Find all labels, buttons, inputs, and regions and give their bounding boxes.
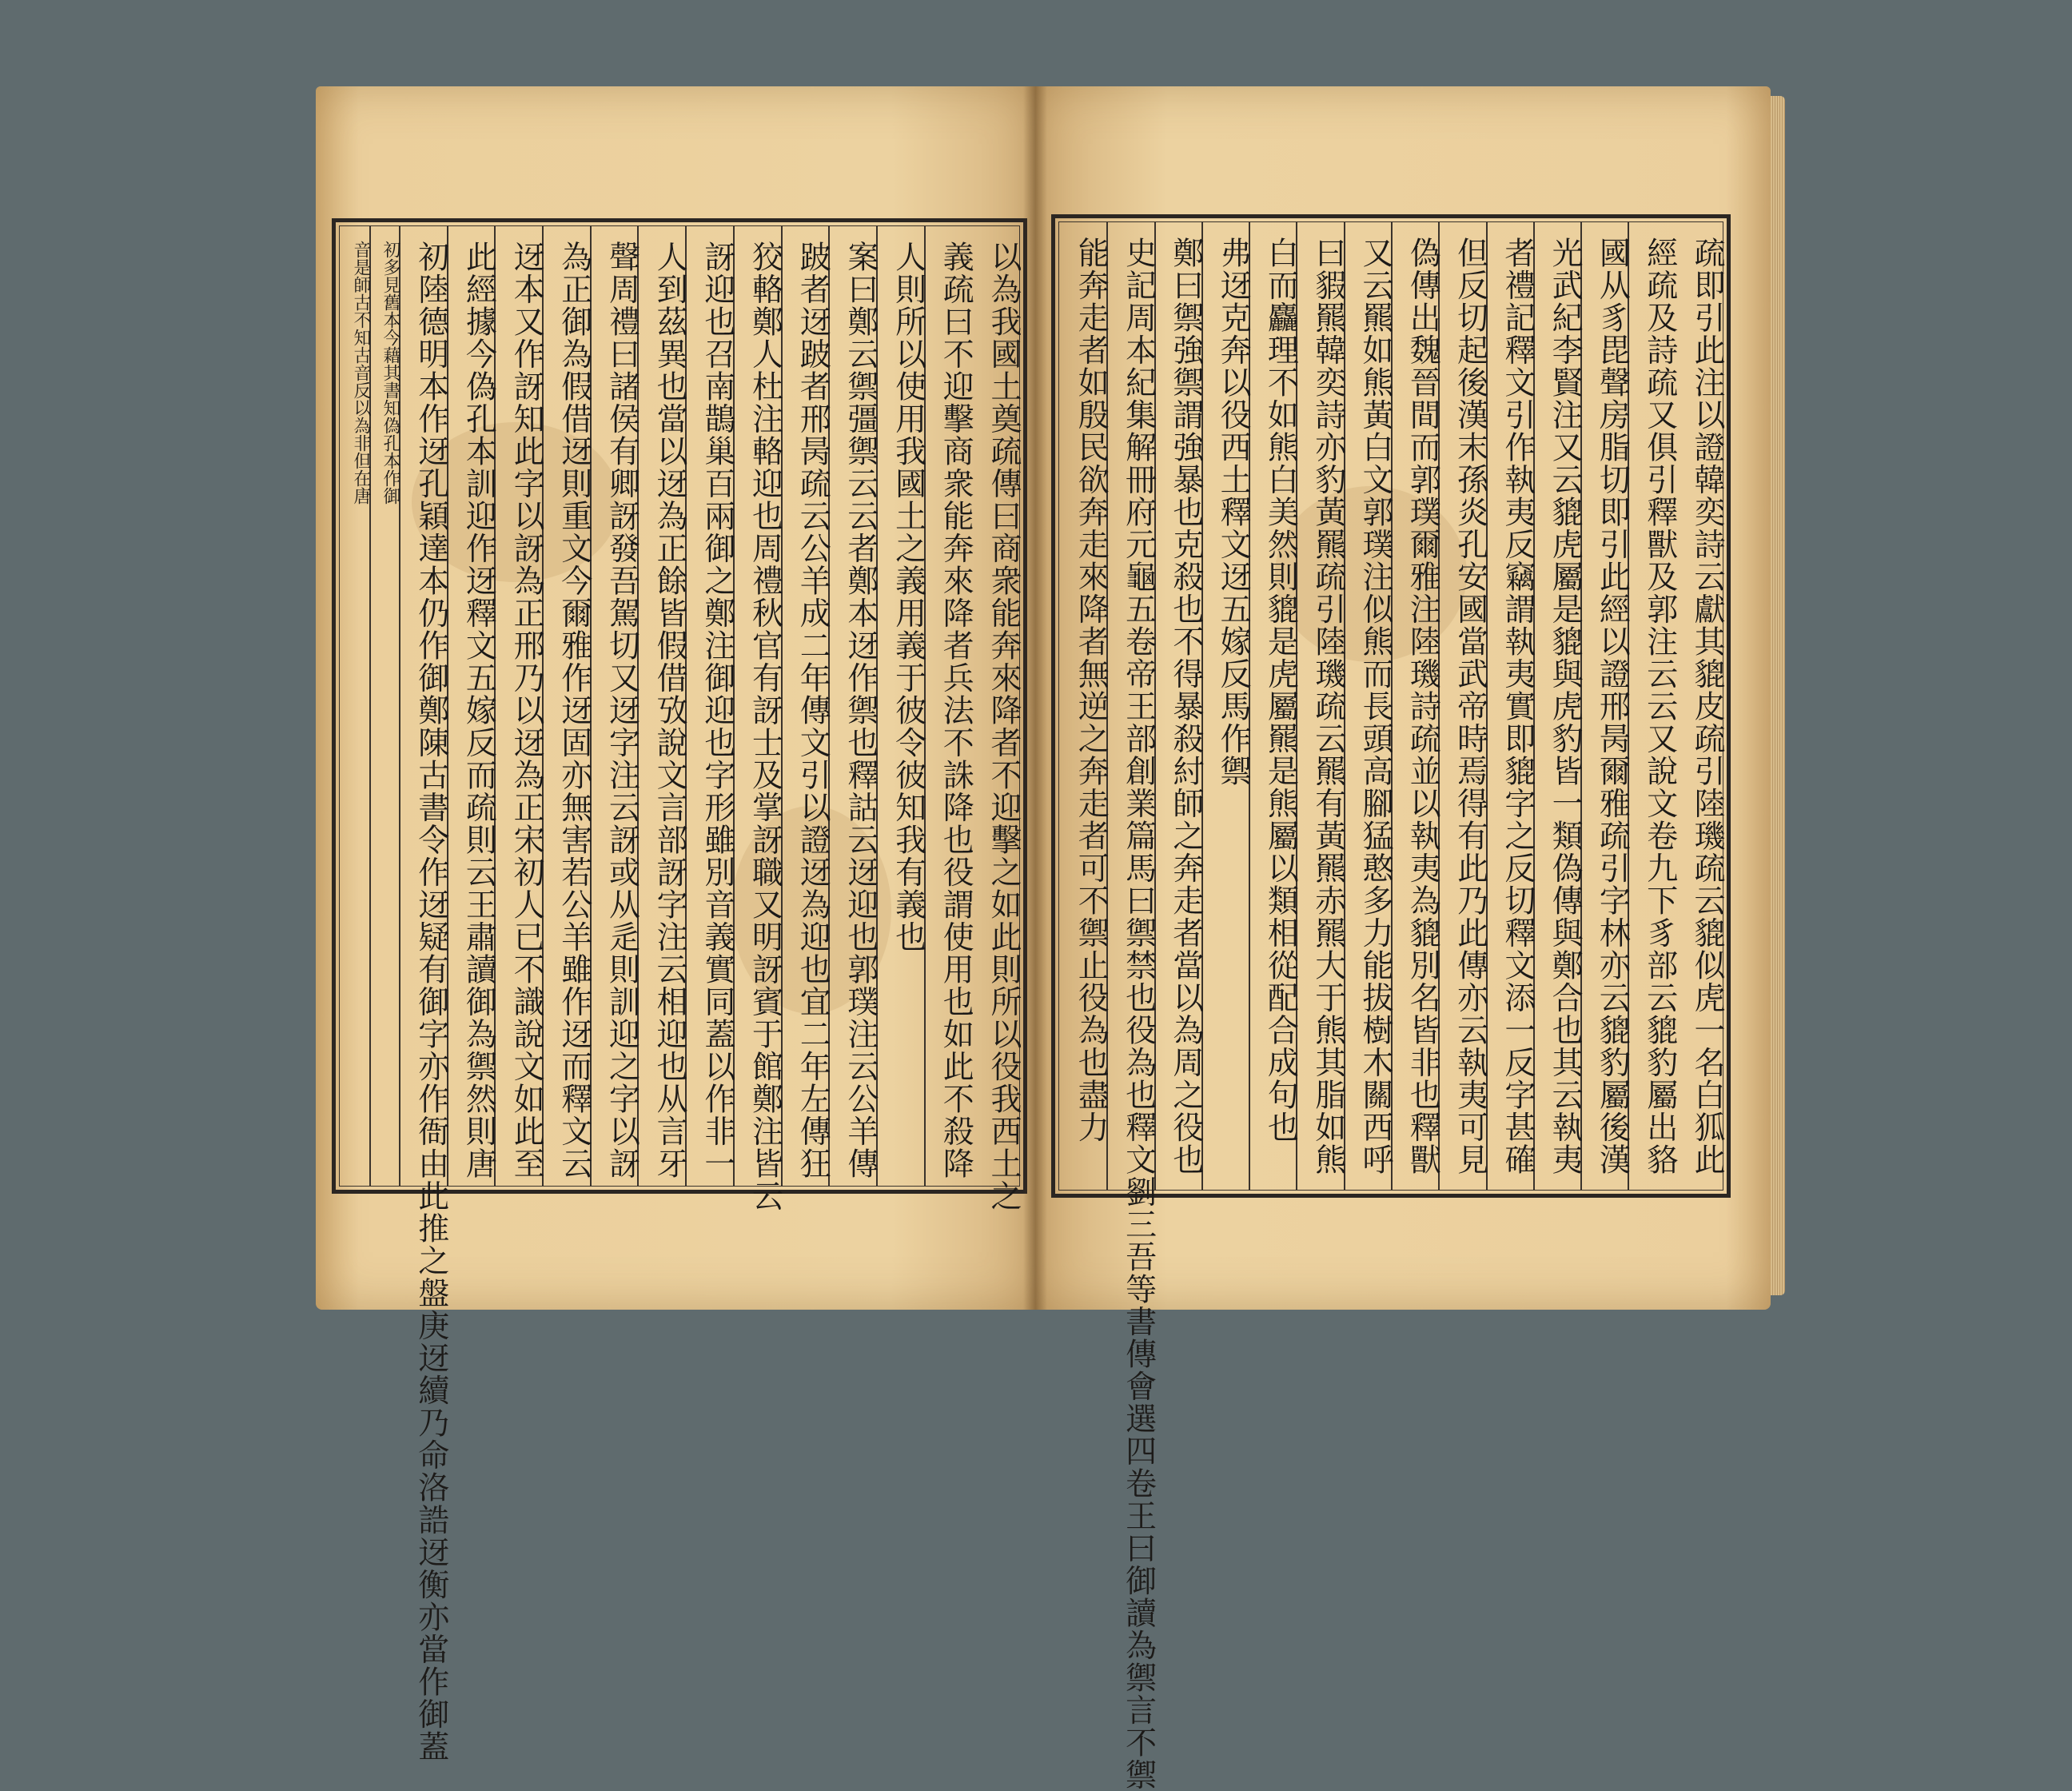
column-text: 聲周禮曰諸侯有卿訝發吾駕切又迓字注云訝或从辵則訓迎之字以訝 [604,241,640,1180]
right-columns [1058,221,1725,1791]
text-column [637,226,688,1186]
text-column [1249,222,1299,1190]
text-column [781,226,829,1186]
column-text: 義疏曰不迎擊商衆能奔來降者兵法不誅降也役謂使用也如此不殺降 [938,241,974,1180]
column-text: 狡輅鄭人杜注輅迎也周禮秋官有訝士及掌訝職又明訝賓于館鄭注皆云 [747,241,783,1212]
text-column [369,226,399,1186]
column-text: 史記周本紀集解冊府元龜五卷帝王部創業篇馬曰禦禁也役為也釋文劉三吾等書傳會選四卷王曰御讀為禦言不禦 [1120,237,1157,1791]
column-text: 訝迎也召南鵲巢百兩御之鄭注御迎也字形雖別音義實同蓋以作非一 [699,241,735,1180]
column-text: 曰貑羆韓奕詩亦豹黃羆疏引陸璣疏云羆有黃羆赤羆大于熊其脂如熊 [1309,237,1346,1176]
text-column [1391,222,1441,1190]
column-text: 者禮記釋文引作執夷反竊謂執夷實即貔字之反切釋文添一反字甚確 [1499,237,1536,1176]
text-column [733,226,783,1212]
text-column [924,226,972,1186]
text-column [399,226,449,1763]
column-text: 國从豸毘聲房脂切即引此經以證邢昺爾雅疏引字林亦云貔豹屬後漢 [1594,237,1631,1176]
text-column [542,226,590,1186]
text-column [1676,222,1723,1190]
text-column [971,226,1022,1212]
column-text: 為正御為假借迓則重文今爾雅作迓固亦無害若公羊雖作迓而釋文云 [556,241,592,1180]
column-text: 光武紀李賢注又云貔虎屬是貔與虎豹皆一類偽傳與鄭合也其云執夷 [1547,237,1584,1176]
column-text: 疏即引此注以證韓奕詩云獻其貔皮疏引陸璣疏云貔似虎一名白狐此 [1688,237,1725,1176]
text-column [590,226,638,1186]
text-column [1106,222,1157,1791]
text-column [1438,222,1488,1190]
book-spine [1023,86,1047,1310]
column-text: 此經據今偽孔本訓迎作迓釋文五嫁反而疏則云王肅讀御為禦然則唐 [460,241,497,1180]
column-text: 音是師古不知古音反以為非但在唐 [351,241,371,505]
text-column [876,226,924,1186]
column-text: 弗迓克奔以役西土釋文迓五嫁反馬作禦 [1215,237,1252,788]
text-column [1580,222,1631,1190]
text-column [1059,222,1110,1190]
column-text: 經疏及詩疏又俱引釋獸及郭注云云又說文卷九下豸部云貔豹屬出貉 [1641,237,1678,1176]
text-column [447,226,495,1186]
text-column [1201,222,1252,1190]
column-text: 以為我國土奠疏傳曰商衆能奔來降者不迎擊之如此則所以役我西土之 [985,241,1022,1212]
column-text: 偽傳出魏晉間而郭璞爾雅注陸璣詩疏並以執夷為貔別名皆非也釋獸 [1405,237,1441,1176]
text-column [685,226,733,1186]
column-text: 迓本又作訝知此字以訝為正邢乃以迓為正宋初人已不識說文如此至 [508,241,545,1180]
text-column [1344,222,1391,1190]
column-text: 案曰鄭云禦彊禦云云者鄭本迓作禦也釋詁云迓迎也郭璞注云公羊傳 [842,241,879,1180]
text-column [828,226,879,1186]
text-column [494,226,545,1186]
column-text: 跛者迓跛者邢昺疏云公羊成二年傳文引以證迓為迎也宜二年左傳狂 [795,241,831,1180]
text-column [340,226,369,1186]
text-column [1628,222,1678,1190]
left-columns [339,225,1022,1763]
left-page [316,86,1035,1763]
column-text: 初多見舊本今藉其書知偽孔本作御 [381,241,400,505]
column-text: 鄭曰禦強禦謂強暴也克殺也不得暴殺紂師之奔走者當以為周之役也 [1167,237,1204,1176]
column-text: 初陸德明本作迓孔穎達本仍作御鄭陳古書令作迓疑有御字亦作衙由此推之盤庚迓續乃命洛誥迓衡亦當作御蓋 [412,241,449,1763]
column-text: 人則所以使用我國土之義用義于彼令彼知我有義也 [890,241,926,953]
text-column [1533,222,1584,1190]
column-text: 又云羆如熊黃白文郭璞注似熊而長頭高腳猛憨多力能拔樹木關西呼 [1357,237,1393,1176]
column-text: 但反切起後漢末孫炎孔安國當武帝時焉得有此乃此傳亦云執夷可見 [1452,237,1488,1176]
column-text: 人到茲異也當以迓為正餘皆假借攷說文言部訝字注云相迎也从言牙 [651,241,688,1180]
page-edges [1771,96,1785,1295]
left-text-frame [332,218,1027,1763]
text-column [1486,222,1536,1190]
text-column [1296,222,1346,1190]
text-column [1154,222,1204,1190]
open-book [316,86,1771,1791]
column-text: 白而麤理不如熊白美然則貔是虎屬羆是熊屬以類相從配合成句也 [1262,237,1299,1143]
right-text-frame [1051,214,1731,1791]
right-page [1035,86,1771,1791]
column-text: 能奔走者如殷民欲奔走來降者無逆之奔走者可不禦止役為也盡力 [1073,237,1110,1143]
